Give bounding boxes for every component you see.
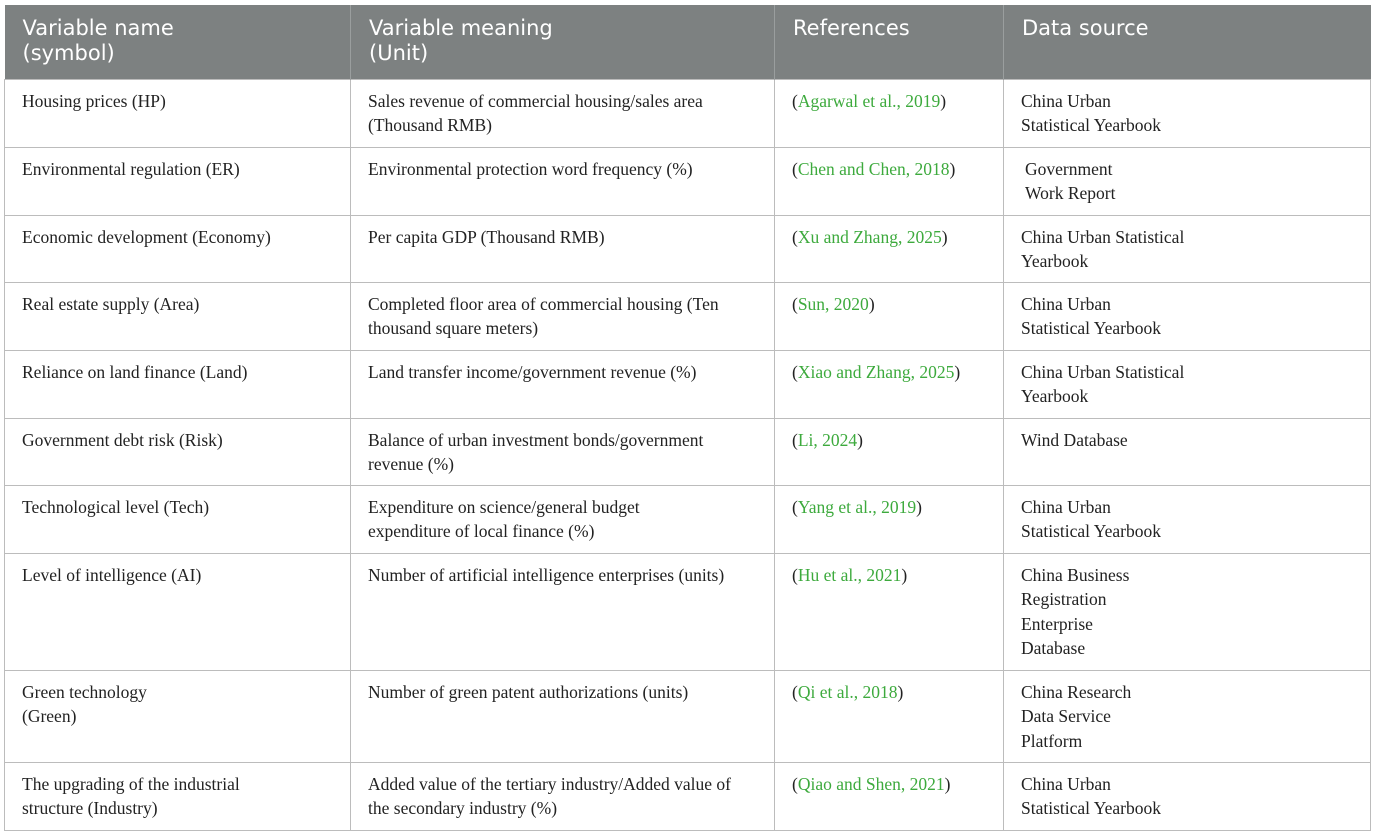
cell-reference: (Qi et al., 2018) (775, 670, 1004, 762)
cell-variable-name: Level of intelligence (AI) (5, 553, 351, 670)
cell-variable-meaning: Expenditure on science/general budget expenditure of local finance (%) (351, 485, 775, 553)
table-row (5, 553, 1371, 670)
cell-variable-meaning: Per capita GDP (Thousand RMB) (351, 215, 775, 282)
table-row (5, 147, 1371, 215)
cell-variable-name: Technological level (Tech) (5, 485, 351, 553)
cell-reference: (Qiao and Shen, 2021) (775, 762, 1004, 830)
header-references: References (775, 5, 1004, 79)
citation-link[interactable]: Qiao and Shen, 2021 (797, 773, 945, 794)
variables-table (4, 5, 1371, 831)
cell-variable-meaning: Sales revenue of commercial housing/sales area (Thousand RMB) (351, 79, 775, 147)
table-row (5, 350, 1371, 418)
cell-variable-meaning: Completed floor area of commercial housing (Ten thousand square meters) (351, 282, 775, 350)
header-data-source: Data source (1022, 16, 1149, 40)
table-row (5, 282, 1371, 350)
cell-variable-name: Green technology (Green) (5, 670, 351, 762)
table-row (5, 215, 1371, 282)
cell-data-source: China Research Data Service Platform (1004, 670, 1371, 762)
cell-reference: (Chen and Chen, 2018) (775, 147, 1004, 215)
table-row (5, 485, 1371, 553)
table-row (5, 79, 1371, 147)
cell-variable-meaning: Environmental protection word frequency (%) (351, 147, 775, 215)
citation-link[interactable]: Hu et al., 2021 (797, 564, 902, 585)
cell-reference: (Sun, 2020) (775, 282, 1004, 350)
cell-variable-name: Economic development (Economy) (5, 215, 351, 282)
citation-link[interactable]: Agarwal et al., 2019 (797, 90, 941, 111)
header-variable-name: Variable name (symbol) (5, 5, 351, 79)
cell-reference: (Li, 2024) (775, 418, 1004, 485)
cell-data-source: China Urban Statistical Yearbook (1004, 762, 1371, 830)
cell-reference: (Agarwal et al., 2019) (775, 79, 1004, 147)
cell-variable-meaning: Number of green patent authorizations (units) (351, 670, 775, 762)
cell-reference: (Xu and Zhang, 2025) (775, 215, 1004, 282)
cell-variable-name: Reliance on land finance (Land) (5, 350, 351, 418)
cell-reference: (Yang et al., 2019) (775, 485, 1004, 553)
cell-variable-name: Environmental regulation (ER) (5, 147, 351, 215)
cell-variable-name: Real estate supply (Area) (5, 282, 351, 350)
citation-link[interactable]: Yang et al., 2019 (797, 496, 917, 517)
cell-variable-meaning: Number of artificial intelligence enterprises (units) (351, 553, 775, 670)
citation-link[interactable]: Chen and Chen, 2018 (797, 158, 950, 179)
cell-variable-name: Housing prices (HP) (5, 79, 351, 147)
table-row (5, 418, 1371, 485)
header-row (5, 5, 1371, 79)
cell-variable-meaning: Land transfer income/government revenue (%) (351, 350, 775, 418)
table-row (5, 670, 1371, 762)
citation-link[interactable]: Sun, 2020 (797, 293, 869, 314)
header-variable-meaning: Variable meaning (Unit) (351, 5, 775, 79)
table-row (5, 762, 1371, 830)
citation-link[interactable]: Li, 2024 (797, 429, 858, 450)
cell-variable-meaning: Balance of urban investment bonds/government revenue (%) (351, 418, 775, 485)
cell-data-source: China Urban Statistical Yearbook (1004, 79, 1371, 147)
cell-data-source: China Urban Statistical Yearbook (1004, 215, 1371, 282)
citation-link[interactable]: Xu and Zhang, 2025 (797, 226, 942, 247)
citation-link[interactable]: Qi et al., 2018 (797, 681, 898, 702)
cell-variable-name: The upgrading of the industrial structure (Industry) (5, 762, 351, 830)
cell-reference: (Hu et al., 2021) (775, 553, 1004, 670)
cell-data-source: China Urban Statistical Yearbook (1004, 485, 1371, 553)
cell-data-source: China Urban Statistical Yearbook (1004, 282, 1371, 350)
cell-variable-meaning: Added value of the tertiary industry/Added value of the secondary industry (%) (351, 762, 775, 830)
cell-data-source: Wind Database (1004, 418, 1371, 485)
cell-reference: (Xiao and Zhang, 2025) (775, 350, 1004, 418)
cell-data-source: China Urban Statistical Yearbook (1004, 350, 1371, 418)
citation-link[interactable]: Xiao and Zhang, 2025 (797, 361, 955, 382)
cell-variable-name: Government debt risk (Risk) (5, 418, 351, 485)
cell-data-source: China Business Registration Enterprise Database (1004, 553, 1371, 670)
cell-data-source: Government Work Report (1004, 147, 1371, 215)
